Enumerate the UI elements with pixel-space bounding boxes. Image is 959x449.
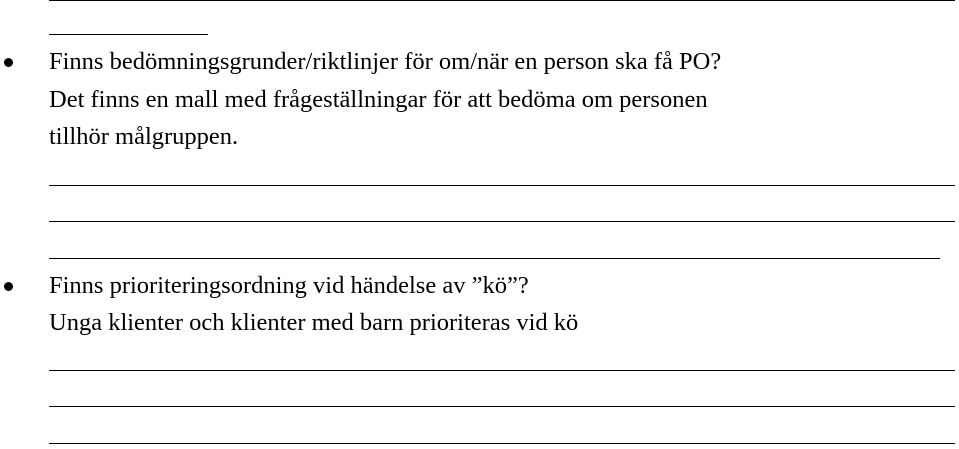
- bullet-icon: [4, 58, 13, 67]
- answer-line: [49, 0, 955, 1]
- answer-line: [49, 370, 955, 371]
- question-text: Finns prioriteringsordning vid händelse av ”kö”?: [49, 272, 529, 299]
- answer-line: [49, 185, 955, 186]
- answer-line: [49, 258, 940, 259]
- answer-line: [49, 221, 955, 222]
- answer-text: Det finns en mall med frågeställningar för att bedöma om personen: [49, 86, 708, 113]
- answer-text: Unga klienter och klienter med barn prioriteras vid kö: [49, 309, 579, 336]
- question-text: Finns bedömningsgrunder/riktlinjer för om/när en person ska få PO?: [49, 48, 722, 75]
- answer-text: tillhör målgruppen.: [49, 123, 239, 150]
- answer-line: [49, 443, 955, 444]
- answer-line: [49, 406, 955, 407]
- bullet-icon: [4, 282, 13, 291]
- answer-line: [49, 34, 208, 35]
